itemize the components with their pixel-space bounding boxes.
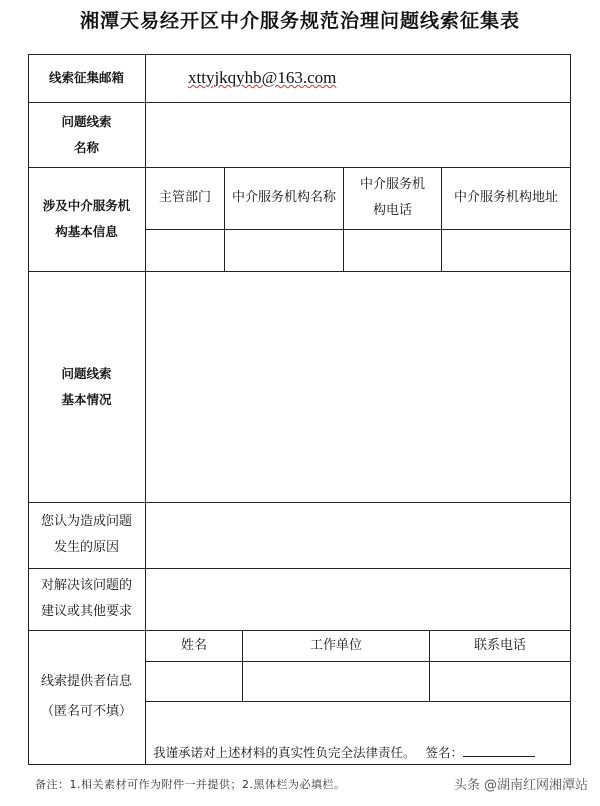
provider-col-unit: 工作单位 [309, 637, 362, 653]
footnote: 备注：1.相关素材可作为附件一并提供；2.黑体栏为必填栏。 [35, 778, 346, 791]
provider-col-phone: 联系电话 [473, 637, 526, 653]
email-address: xttyjkqyhb@163.com [188, 68, 337, 87]
promise-statement: 我谨承诺对上述材料的真实性负完全法律责任。 签名： [153, 743, 535, 761]
provider-name-input[interactable] [146, 662, 242, 701]
situation-input[interactable] [146, 272, 570, 502]
provider-col-name: 姓名 [180, 637, 207, 653]
provider-label: 线索提供者信息 （匿名可不填） [40, 674, 132, 719]
form-title: 湘潭天易经开区中介服务规范治理问题线索征集表 [79, 10, 520, 32]
agency-label: 涉及中介服务机 构基本信息 [42, 198, 131, 239]
situation-label: 问题线索 基本情况 [61, 365, 112, 407]
agency-phone-input[interactable] [344, 230, 441, 271]
watermark-text: 头条 @湖南红网湘潭站 [453, 778, 588, 793]
cause-input[interactable] [146, 503, 570, 568]
source-watermark [454, 774, 588, 793]
agency-col-dept: 主管部门 [158, 190, 211, 205]
email-label: 线索征集邮箱 [48, 70, 124, 85]
agency-col-phone: 中介服务机构电话 [359, 177, 425, 218]
topic-label: 问题线索 名称 [61, 113, 112, 155]
cause-label: 您认为造成问题 发生的原因 [40, 514, 132, 555]
agency-name-input[interactable] [225, 230, 343, 271]
signature-field[interactable] [463, 744, 535, 757]
email-value[interactable] [188, 54, 568, 102]
signature-label: 签名： [425, 745, 464, 760]
provider-unit-input[interactable] [243, 662, 429, 701]
topic-input[interactable] [146, 103, 570, 167]
clue-collection-form [28, 54, 571, 764]
agency-dept-input[interactable] [146, 230, 224, 271]
suggestion-label: 对解决该问题的 建议或其他要求 [40, 578, 132, 619]
agency-col-name: 中介服务机构名称 [231, 190, 336, 205]
agency-col-address: 中介服务机构地址 [453, 190, 558, 205]
provider-phone-input[interactable] [430, 662, 570, 701]
suggestion-input[interactable] [146, 569, 570, 630]
agency-address-input[interactable] [442, 230, 570, 271]
